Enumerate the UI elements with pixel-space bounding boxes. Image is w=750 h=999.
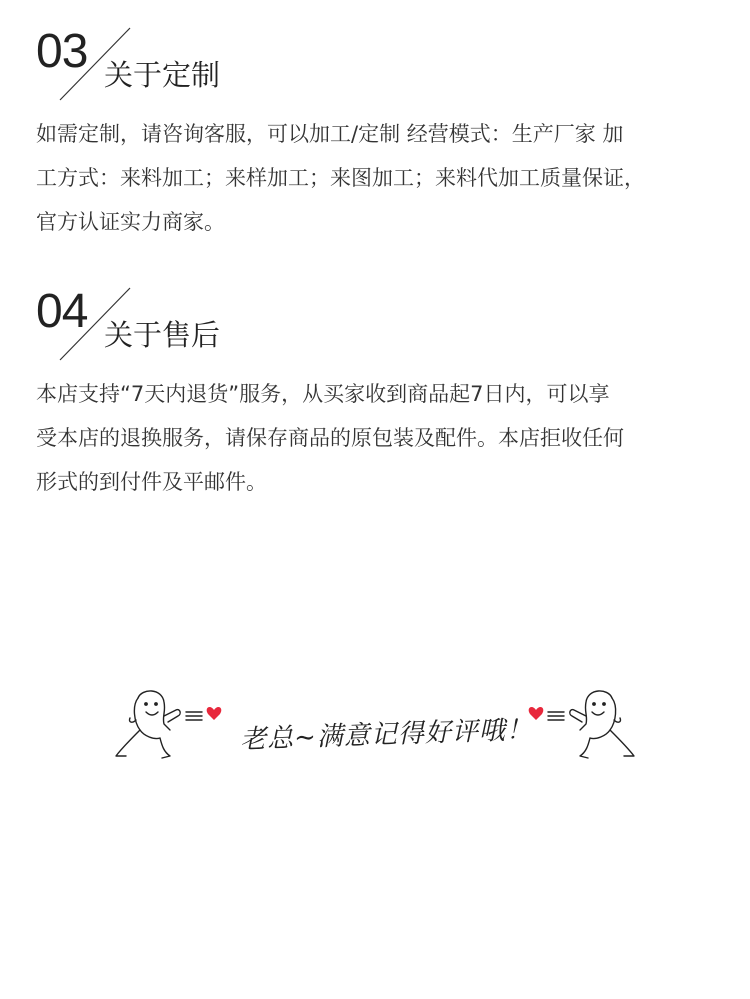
footer-doodle	[110, 686, 640, 766]
body-line: 本店支持“7天内退货”服务，从买家收到商品起7日内，可以享	[36, 382, 610, 406]
body-line: 官方认证实力商家。	[36, 210, 225, 234]
section-number: 04	[36, 285, 88, 338]
section-title: 关于定制	[104, 58, 221, 92]
footer-slogan: 老总~满意记得好评哦！	[239, 714, 534, 756]
body-line: 工方式：来料加工；来样加工；来图加工；来料代加工质量保证，	[36, 166, 645, 190]
doodle-character-icon	[110, 686, 230, 766]
section-body	[36, 372, 716, 504]
doodle-character-icon	[520, 686, 640, 766]
body-line: 受本店的退换服务，请保存商品的原包装及配件。本店拒收任何	[36, 426, 624, 450]
section-customization	[0, 0, 750, 260]
section-body	[36, 112, 716, 244]
section-after-sales	[0, 260, 750, 520]
body-line: 形式的到付件及平邮件。	[36, 470, 267, 494]
body-line: 如需定制，请咨询客服，可以加工/定制 经营模式：生产厂家 加	[36, 122, 624, 146]
section-number: 03	[36, 25, 88, 78]
section-title: 关于售后	[104, 318, 221, 352]
